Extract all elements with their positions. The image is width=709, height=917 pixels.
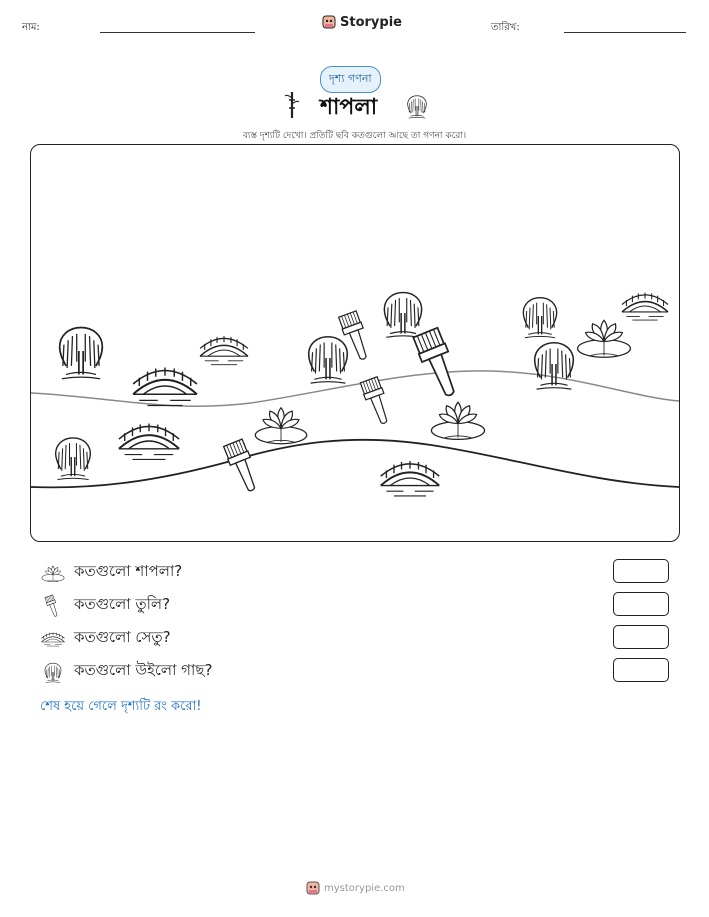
paint-brush-icon [40, 594, 66, 618]
question-text: কতগুলো উইলো গাছ? [74, 661, 213, 679]
instruction-text: ব্যস্ত দৃশ্যটি দেখো। প্রতিটি ছবি কতগুলো আছে তা গণনা করো। [242, 131, 467, 141]
arch-bridge-1 [133, 367, 197, 405]
arch-bridge-4 [381, 461, 439, 496]
question-row-bridge [40, 626, 171, 651]
brand-name: Storypie [340, 14, 402, 30]
willow-tree-4 [523, 298, 556, 338]
lotus-2 [255, 408, 306, 444]
storypie-mascot-icon [306, 880, 320, 896]
willow-tree-icon [40, 660, 66, 684]
lotus-1 [578, 320, 631, 357]
date-write-line[interactable] [564, 32, 686, 33]
footer [306, 880, 405, 896]
category-pill: দৃশ্য গণনা [320, 66, 381, 93]
question-row-brush [40, 593, 170, 618]
name-write-line[interactable] [100, 32, 255, 33]
willow-tree-1 [60, 328, 103, 379]
willow-tree-6 [56, 438, 91, 480]
far-riverbank-line [31, 371, 679, 406]
bamboo-icon [284, 90, 300, 120]
date-label: তারিখ: [491, 22, 520, 33]
closing-note: শেষ হয়ে গেলে দৃশ্যটি রং করো! [40, 699, 202, 714]
storypie-mascot-icon [322, 14, 336, 30]
name-label: নাম: [22, 22, 40, 33]
paint-brush-4 [223, 439, 262, 495]
arch-bridge-2 [200, 336, 248, 365]
question-text: কতগুলো শাপলা? [74, 562, 183, 580]
question-text: কতগুলো সেতু? [74, 628, 171, 646]
question-row-willow [40, 659, 212, 684]
arch-bridge-5 [622, 293, 668, 320]
scene-canvas [31, 145, 679, 541]
willow-tree-5 [535, 343, 574, 389]
answer-box-brush[interactable] [613, 592, 669, 616]
arch-bridge-3 [119, 424, 179, 460]
question-text: কতগুলো তুলি? [74, 595, 171, 613]
near-riverbank-line [31, 440, 679, 488]
footer-url: mystorypie.com [324, 882, 405, 894]
answer-box-lotus[interactable] [613, 559, 669, 583]
lotus-3 [431, 402, 484, 439]
willow-tree-icon [403, 92, 431, 120]
question-row-lotus [40, 560, 182, 585]
lotus-icon [40, 562, 66, 584]
willow-tree-2 [309, 337, 348, 383]
paint-brush-2 [412, 327, 463, 400]
willow-tree-3 [384, 292, 421, 337]
answer-box-willow[interactable] [613, 658, 669, 682]
brand-logo [322, 14, 402, 30]
scene-panel [30, 144, 680, 542]
answer-box-bridge[interactable] [613, 625, 669, 649]
page-title: শাপলা [320, 95, 378, 120]
paint-brush-3 [360, 377, 394, 427]
arch-bridge-icon [40, 629, 66, 649]
